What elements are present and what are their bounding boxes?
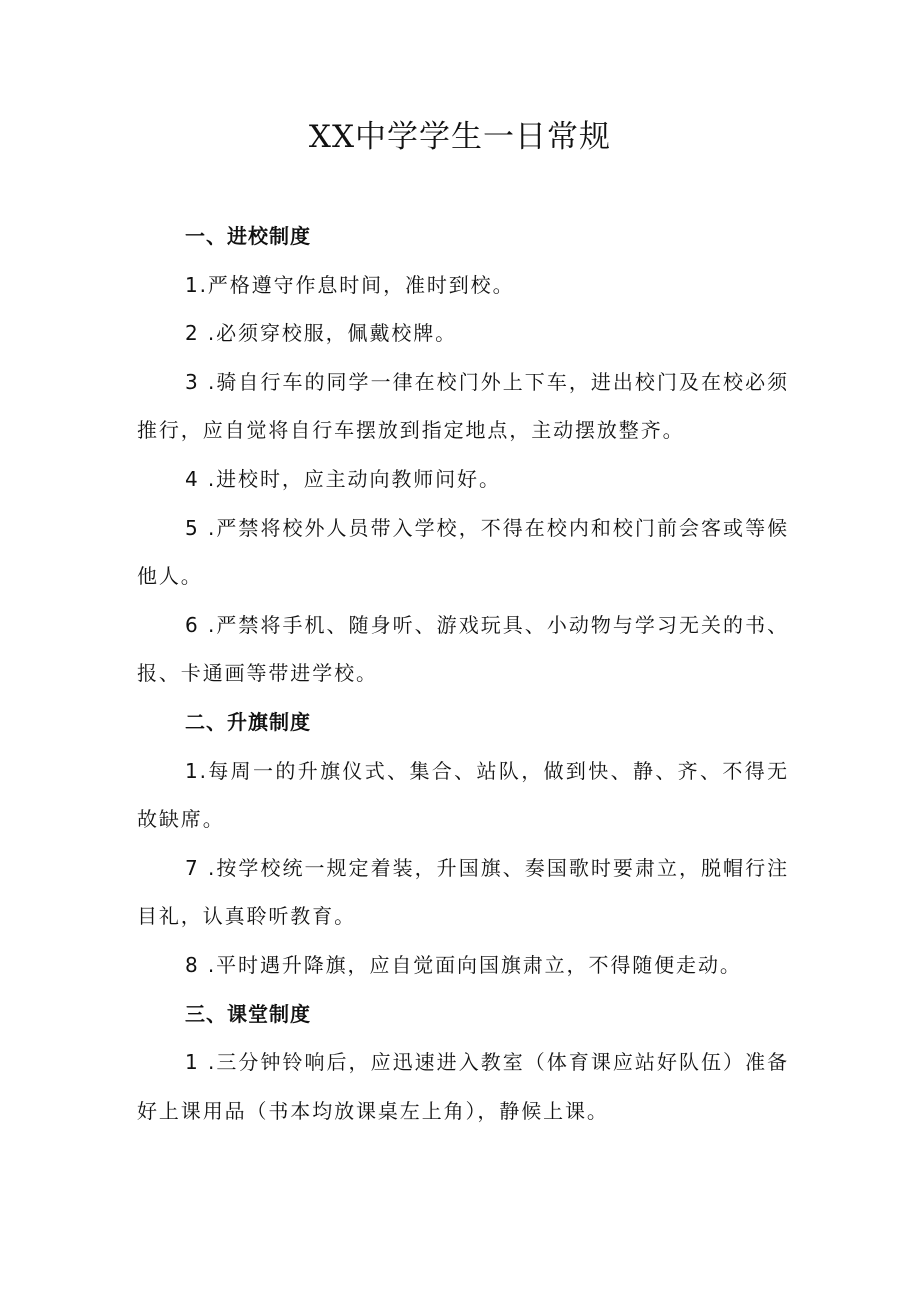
rule-item: 5 .严禁将校外人员带入学校，不得在校内和校门前会客或等候他人。	[137, 515, 789, 589]
section-entry-rules	[137, 212, 789, 698]
rule-item: 1.严格遵守作息时间，准时到校。	[185, 272, 515, 297]
rule-item: 8 .平时遇升降旗，应自觉面向国旗肃立，不得随便走动。	[185, 952, 742, 977]
rule-item: 1.每周一的升旗仪式、集合、站队，做到快、静、齐、不得无故缺席。	[137, 758, 789, 832]
rule-item: 2 .必须穿校服，佩戴校牌。	[185, 321, 458, 346]
rule-item: 7 .按学校统一规定着装，升国旗、奏国歌时要肃立，脱帽行注目礼，认真聆听教育。	[137, 855, 789, 929]
rule-item: 4 .进校时，应主动向教师问好。	[185, 466, 501, 491]
section-classroom-rules	[137, 990, 789, 1136]
document-title: XX中学学生一日常规	[308, 119, 612, 155]
rule-item: 6 .严禁将手机、随身听、游戏玩具、小动物与学习无关的书、报、卡通画等带进学校。	[137, 612, 789, 686]
rule-item: 3 .骑自行车的同学一律在校门外上下车，进出校门及在校必须推行，应自觉将自行车摆放到指定地点，主动摆放整齐。	[137, 369, 789, 443]
document-body	[137, 212, 789, 1135]
section-flag-raising-rules	[137, 698, 789, 990]
section-heading: 二、升旗制度	[185, 709, 311, 734]
section-heading: 三、课堂制度	[185, 1001, 311, 1026]
rule-item: 1 .三分钟铃响后，应迅速进入教室（体育课应站好队伍）准备好上课用品（书本均放课桌左上角），静候上课。	[137, 1050, 789, 1123]
section-heading: 一、进校制度	[185, 224, 311, 248]
